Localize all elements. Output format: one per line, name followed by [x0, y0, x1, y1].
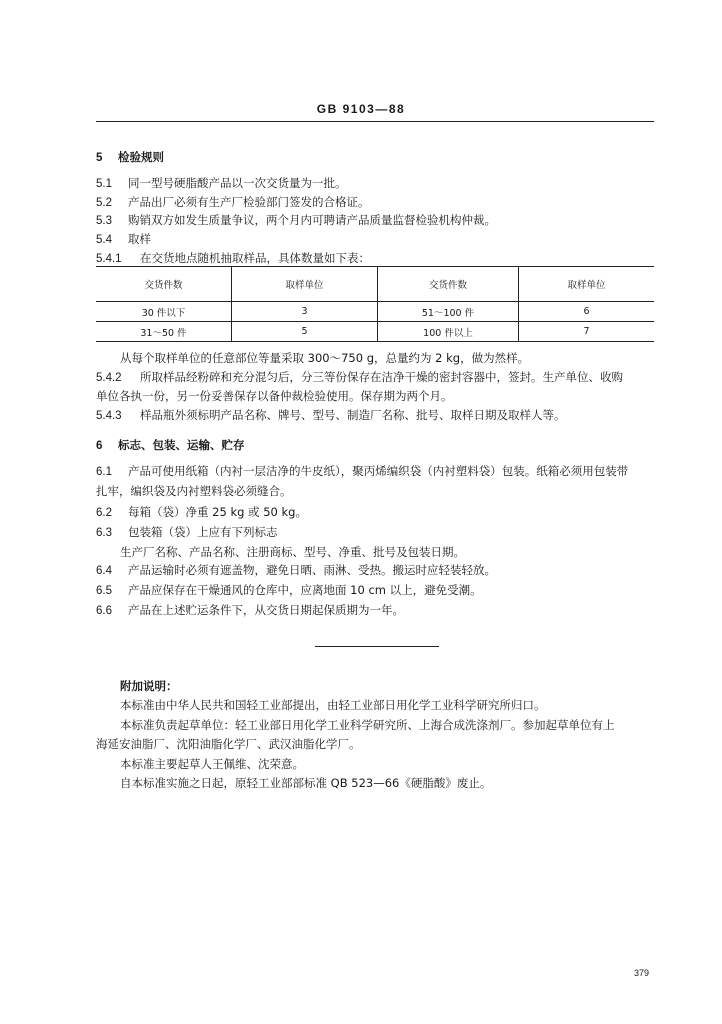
notes-line: 本标准主要起草人王佩维、沈荣意。: [120, 757, 304, 771]
after-table-note: 从每个取样单位的任意部位等量采取 300～750 g，总量约为 2 kg，做为然样。: [120, 351, 530, 365]
section-6-heading: 6 标志、包装、运输、贮存: [96, 438, 245, 452]
clause-6-1-continued: 扎牢，编织袋及内衬塑料袋必须缝合。: [96, 484, 292, 498]
section-divider: [315, 646, 439, 647]
table-header-cell: 取样单位: [232, 267, 378, 302]
table-cell: 31～50 件: [96, 322, 232, 342]
clause-6-5: 6.5 产品应保存在干燥通风的仓库中，应离地面 10 cm 以上，避免受潮。: [96, 583, 482, 597]
clause-5-4-2-continued: 单位各执一份，另一份妥善保存以备仲裁检验使用。保存期为两个月。: [96, 389, 453, 403]
table-cell: 3: [232, 302, 378, 322]
notes-title: 附加说明：: [120, 679, 178, 693]
section-5-heading: 5 检验规则: [96, 150, 164, 164]
table-row: [96, 302, 654, 322]
notes-line: 本标准负责起草单位：轻工业部日用化学工业科学研究所、上海合成洗涤剂厂。参加起草单位有上: [120, 718, 615, 732]
table-cell: 30 件以下: [96, 302, 232, 322]
table-header-cell: 交货件数: [378, 267, 519, 302]
notes-line: 自本标准实施之日起，原轻工业部部标准 QB 523—66《硬脂酸》废止。: [120, 776, 492, 790]
table-cell: 5: [232, 322, 378, 342]
table-row: [96, 322, 654, 342]
clause-5-4-2: 5.4.2 所取样品经粉碎和充分混匀后，分三等份保存在洁净干燥的密封容器中，签封。生产单位、收购: [96, 370, 623, 384]
clause-5-4: 5.4 取样: [96, 232, 151, 246]
table-cell: 51～100 件: [378, 302, 519, 322]
clause-6-4: 6.4 产品运输时必须有遮盖物，避免日晒、雨淋、受热。搬运时应轻装轻放。: [96, 563, 496, 577]
header-rule: [96, 121, 654, 122]
table-cell: 7: [519, 322, 655, 342]
clause-6-2: 6.2 每箱（袋）净重 25 kg 或 50 kg。: [96, 505, 307, 519]
clause-6-3-detail: 生产厂名称、产品名称、注册商标、型号、净重、批号及包装日期。: [120, 545, 465, 559]
clause-5-1: 5.1 同一型号硬脂酸产品以一次交货量为一批。: [96, 176, 347, 190]
notes-line: 本标准由中华人民共和国轻工业部提出，由轻工业部日用化学工业科学研究所归口。: [120, 698, 546, 712]
clause-5-4-1: 5.4.1 在交货地点随机抽取样品，具体数量如下表：: [96, 251, 370, 265]
clause-6-3: 6.3 包装箱（袋）上应有下列标志: [96, 525, 278, 539]
header-title: GB 9103—88: [316, 102, 406, 116]
page-number: 379: [634, 968, 650, 978]
clause-5-2: 5.2 产品出厂必须有生产厂检验部门签发的合格证。: [96, 195, 370, 209]
clause-6-6: 6.6 产品在上述贮运条件下，从交货日期起保质期为一年。: [96, 603, 404, 617]
clause-5-4-3: 5.4.3 样品瓶外须标明产品名称、牌号、型号、制造厂名称、批号、取样日期及取样人等。: [96, 408, 566, 422]
sampling-table: [96, 266, 654, 342]
table-header-cell: 取样单位: [519, 267, 655, 302]
clause-6-1: 6.1 产品可使用纸箱（内衬一层洁净的牛皮纸），聚丙烯编织袋（内衬塑料袋）包装。纸箱必须用包装带: [96, 464, 629, 478]
notes-line: 海延安油脂厂、沈阳油脂化学厂、武汉油脂化学厂。: [96, 737, 361, 751]
table-cell: 100 件以上: [378, 322, 519, 342]
table-cell: 6: [519, 302, 655, 322]
clause-5-3: 5.3 购销双方如发生质量争议，两个月内可聘请产品质量监督检验机构仲裁。: [96, 213, 496, 227]
table-header-cell: 交货件数: [96, 267, 232, 302]
table-header-row: [96, 267, 654, 302]
